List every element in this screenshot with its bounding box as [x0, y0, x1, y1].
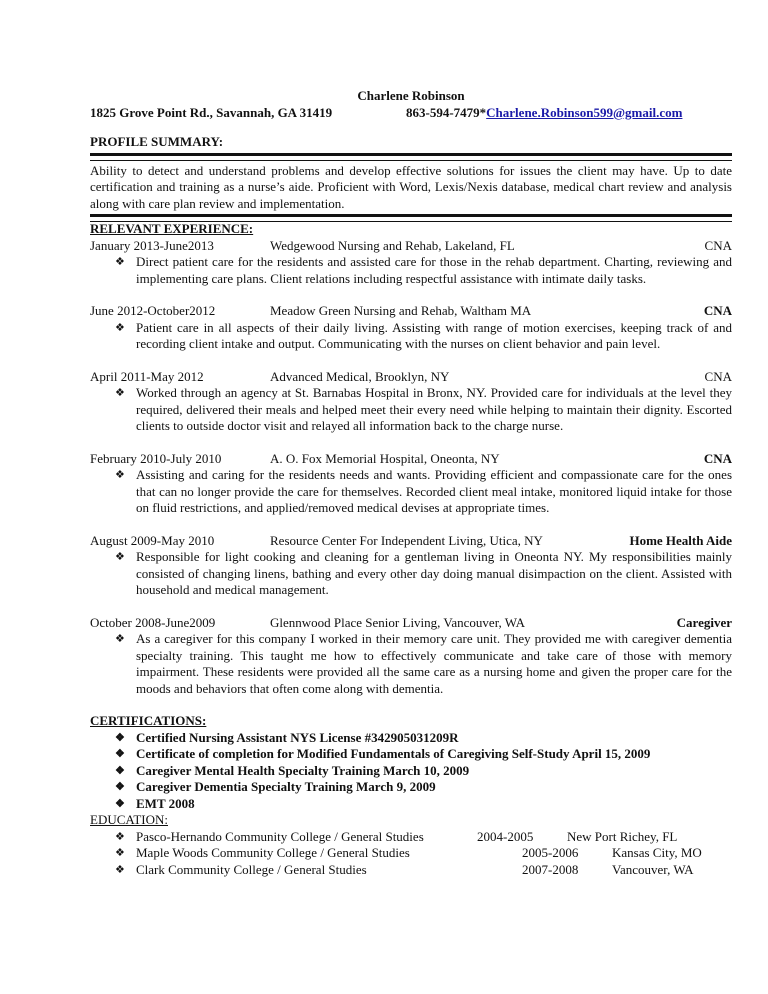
- job-description: Direct patient care for the residents and assisted care for those in the rehab department. Charting, reviewing and implementing care plans. Client relations including respectful assistance with intimate daily tasks.: [136, 254, 732, 286]
- contact: [406, 105, 682, 122]
- bullet-icon: ❖: [115, 731, 125, 744]
- education-location: Kansas City, MO: [612, 845, 702, 860]
- job-entry: [90, 303, 732, 353]
- education-item: [115, 845, 732, 862]
- job-description: Assisting and caring for the residents needs and wants. Providing efficient and compassionate care for the ones that can no longer provide the care for themselves. Recorded client meal intake, monitored liquid intake for those on fluid restrictions, and applied/removed medical devises at appropriate times.: [136, 467, 732, 515]
- divider: [90, 153, 732, 161]
- job-title: CNA: [704, 368, 732, 384]
- job-header: [90, 533, 732, 550]
- education-item: [115, 862, 732, 879]
- bullet-icon: ❖: [115, 321, 125, 334]
- certification-item: [115, 779, 732, 796]
- job-bullet: [115, 467, 732, 517]
- job-employer: Advanced Medical, Brooklyn, NY: [270, 368, 450, 384]
- bullet-icon: ❖: [115, 797, 125, 810]
- job-entry: [90, 238, 732, 288]
- job-description: Responsible for light cooking and cleaning for a gentleman living in Oneonta NY. My responsibilities mainly consisted of changing linens, bathing and every other day doing manual disimpaction on the client. Assisted with household and medical management.: [136, 549, 732, 597]
- job-employer: Resource Center For Independent Living, Utica, NY: [270, 532, 543, 548]
- certifications-heading: CERTIFICATIONS:: [90, 713, 207, 728]
- contact-row: [90, 105, 732, 122]
- job-entry: [90, 451, 732, 517]
- certification-text: Caregiver Mental Health Specialty Training March 10, 2009: [136, 762, 470, 778]
- job-dates: October 2008-June2009: [90, 614, 216, 630]
- education-school: Clark Community College / General Studies: [136, 861, 367, 877]
- job-bullet: [115, 385, 732, 435]
- certification-item: [115, 730, 732, 747]
- job-header: [90, 369, 732, 386]
- bullet-icon: ❖: [115, 469, 125, 481]
- bullet-icon: ❖: [115, 551, 125, 563]
- profile-text: Ability to detect and understand problems and develop effective solutions for issues the client may have. Up to date certification and training as a nurse’s aide. Proficient with Word, Lexis/Nexis database, medical chart review and analysis along with care plan review and implementation.: [90, 162, 732, 211]
- job-dates: February 2010-July 2010: [90, 450, 222, 466]
- email-link[interactable]: Charlene.Robinson599@gmail.com: [486, 104, 683, 120]
- job-dates: June 2012-October2012: [90, 303, 216, 318]
- job-header: [90, 615, 732, 632]
- job-header: [90, 238, 732, 255]
- job-header: [90, 451, 732, 468]
- bullet-icon: ❖: [115, 256, 125, 268]
- job-dates: April 2011-May 2012: [90, 368, 204, 384]
- bullet-icon: ❖: [115, 781, 125, 793]
- bullet-icon: ❖: [115, 633, 125, 645]
- job-employer: Wedgewood Nursing and Rehab, Lakeland, FL: [270, 237, 515, 253]
- job-header: [90, 303, 732, 320]
- certification-item: [115, 746, 732, 763]
- job-bullet: [115, 549, 732, 599]
- job-entry: [90, 369, 732, 435]
- job-entry: [90, 533, 732, 599]
- job-description: Patient care in all aspects of their daily living. Assisting with range of motion exercises, keeping track of and recording client intake and output. Communicating with the nurses on client behavior and pain level.: [136, 319, 732, 351]
- education-location: Vancouver, WA: [612, 861, 694, 877]
- bullet-icon: ❖: [115, 863, 125, 876]
- bullet-icon: ❖: [115, 387, 125, 399]
- resume-page: [90, 88, 732, 878]
- education-school: Pasco-Hernando Community College / General Studies: [136, 828, 424, 844]
- job-description: As a caregiver for this company I worked in their memory care unit. They provided me with caregiver dementia specialty training. This taught me how to effectively communicate and take care of those with memory impairment. These residents were provided all the same care as a nursing home and given the proper care for the moods and behaviors that often come along with dementia.: [136, 631, 732, 696]
- bullet-icon: ❖: [115, 847, 125, 859]
- job-entry: [90, 615, 732, 698]
- job-dates: August 2009-May 2010: [90, 532, 215, 548]
- job-title: Caregiver: [676, 614, 732, 630]
- certification-item: [115, 763, 732, 780]
- job-bullet: [115, 254, 732, 287]
- certifications-list: [90, 730, 732, 813]
- education-years: 2007-2008: [522, 861, 579, 877]
- experience-heading: RELEVANT EXPERIENCE:: [90, 221, 254, 236]
- bullet-icon: ❖: [115, 830, 125, 843]
- job-title: CNA: [704, 237, 732, 253]
- certification-item: [115, 796, 732, 813]
- profile-heading: PROFILE SUMMARY:: [90, 134, 224, 149]
- education-years: 2005-2006: [522, 845, 579, 860]
- bullet-icon: ❖: [115, 748, 125, 760]
- certification-text: Certified Nursing Assistant NYS License #342905031209R: [136, 729, 459, 745]
- job-dates: January 2013-June2013: [90, 237, 214, 253]
- education-school: Maple Woods Community College / General Studies: [136, 845, 410, 860]
- job-description: Worked through an agency at St. Barnabas Hospital in Bronx, NY. Provided care for individuals at the level they required, delivered their meals and helped meet their every need while helping to maintain their dignity. Escorted clients to outside doctor visit and relayed all information back to the charge nurse.: [136, 385, 732, 433]
- address: 1825 Grove Point Rd., Savannah, GA 31419: [90, 104, 333, 120]
- resume-name: Charlene Robinson: [357, 88, 465, 103]
- bullet-icon: ❖: [115, 764, 125, 777]
- education-location: New Port Richey, FL: [567, 828, 678, 844]
- job-bullet: [115, 631, 732, 697]
- phone: 863-594-7479*: [406, 104, 487, 120]
- certification-text: EMT 2008: [136, 795, 195, 811]
- job-title: CNA: [703, 303, 732, 318]
- certification-text: Certificate of completion for Modified Fundamentals of Caregiving Self-Study April 15, 2009: [136, 746, 651, 761]
- job-title: Home Health Aide: [629, 532, 732, 548]
- job-bullet: [115, 320, 732, 353]
- job-employer: Meadow Green Nursing and Rehab, Waltham MA: [270, 303, 532, 318]
- job-employer: A. O. Fox Memorial Hospital, Oneonta, NY: [270, 450, 500, 466]
- education-list: [90, 829, 732, 879]
- certification-text: Caregiver Dementia Specialty Training March 9, 2009: [136, 779, 436, 794]
- education-item: [115, 829, 732, 846]
- job-employer: Glennwood Place Senior Living, Vancouver, WA: [270, 614, 525, 630]
- job-title: CNA: [703, 450, 732, 466]
- experience-list: [90, 238, 732, 698]
- education-years: 2004-2005: [477, 828, 534, 844]
- education-heading: EDUCATION:: [90, 812, 168, 827]
